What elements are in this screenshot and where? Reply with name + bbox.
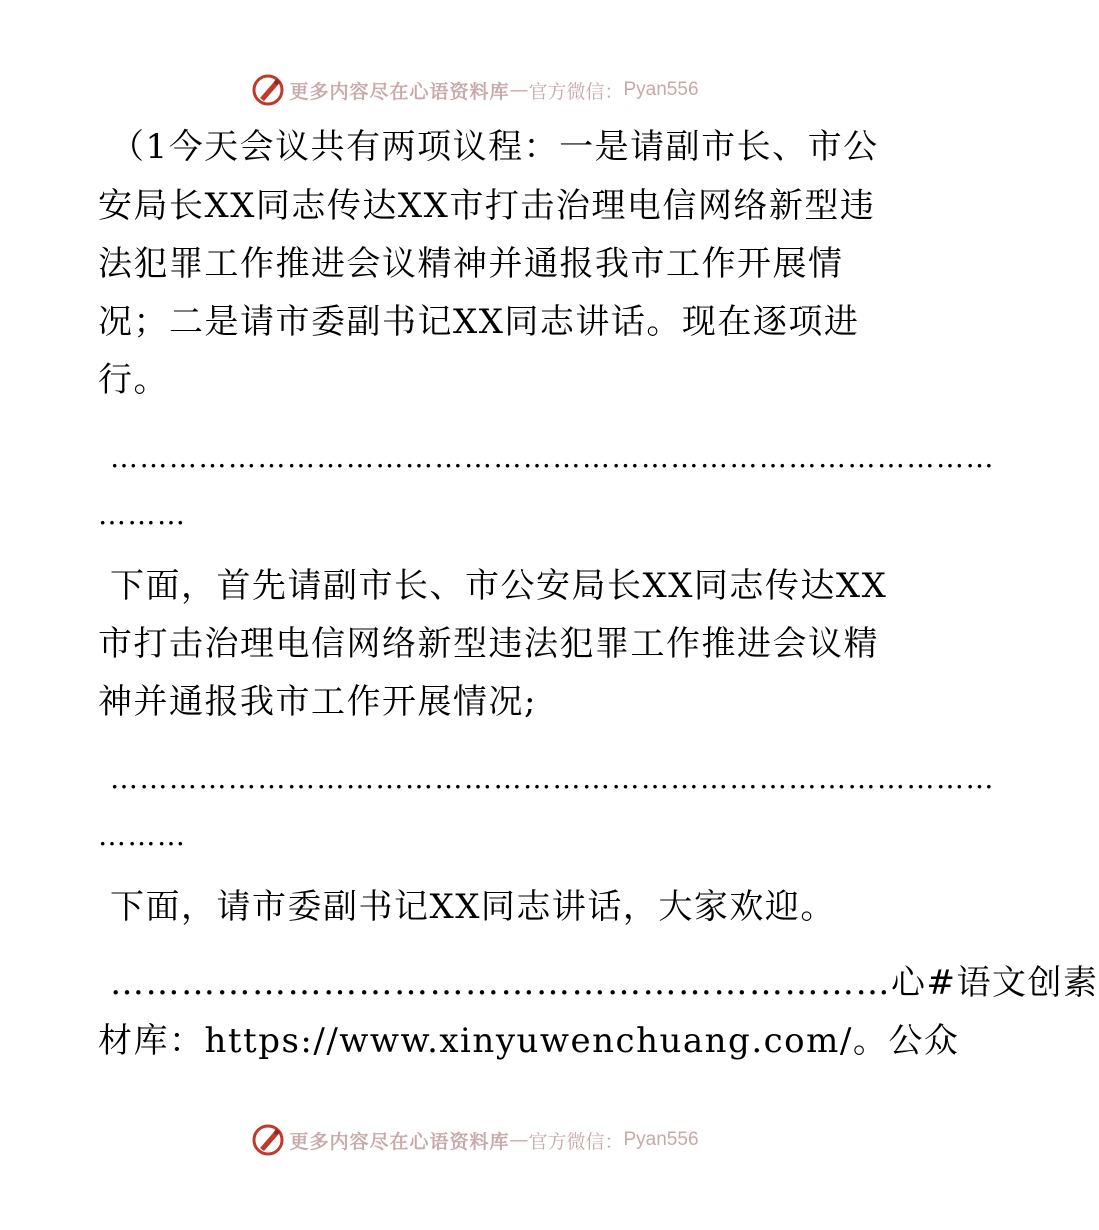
banner-separator: —: [509, 79, 529, 101]
banner-wechat-id: Pyan556: [623, 79, 699, 100]
paragraph-1-line-4: 况；二是请市委副书记XX同志讲话。现在逐项进: [98, 302, 860, 342]
banner-main-text: 更多内容尽在心语资料库: [289, 80, 510, 103]
paragraph-1-line-3: 法犯罪工作推进会议精神并通报我市工作开展情: [98, 244, 844, 284]
watermark-banner-top: [0, 70, 950, 110]
ellipsis-line-4: ………: [98, 819, 187, 852]
paragraph-3-line-1: 下面，请市委副书记XX同志讲话，大家欢迎。: [110, 887, 836, 927]
pen-logo-icon: [251, 1123, 285, 1157]
paragraph-2-line-3: 神并通报我市工作开展情况;: [98, 682, 537, 722]
paragraph-1-line-5: 行。: [98, 360, 169, 400]
ellipsis-line-1: ………………………………………………………………………………: [110, 441, 995, 474]
banner-separator: —: [509, 1129, 529, 1151]
pen-logo-icon: [251, 73, 285, 107]
paragraph-4-line-2: 材库：https://www.xinyuwenchuang.com/。公众: [98, 1021, 960, 1061]
paragraph-4-line-1: …………………………………………………………心#语文创素: [110, 963, 1099, 1003]
banner-wechat-label: 官方微信：: [528, 80, 624, 103]
ellipsis-line-2: ………: [98, 498, 187, 531]
paragraph-1-line-1: （1今天会议共有两项议程：一是请副市长、市公: [110, 127, 879, 167]
banner-wechat-id: Pyan556: [623, 1129, 699, 1150]
banner-wechat-label: 官方微信：: [528, 1130, 624, 1153]
ellipsis-line-3: ………………………………………………………………………………: [110, 762, 995, 795]
paragraph-2-line-2: 市打击治理电信网络新型违法犯罪工作推进会议精: [98, 624, 879, 664]
paragraph-1-line-2: 安局长XX同志传达XX市打击治理电信网络新型违: [98, 186, 876, 226]
watermark-banner-bottom: [0, 1120, 950, 1160]
banner-main-text: 更多内容尽在心语资料库: [289, 1130, 510, 1153]
paragraph-2-line-1: 下面，首先请副市长、市公安局长XX同志传达XX: [110, 566, 888, 606]
